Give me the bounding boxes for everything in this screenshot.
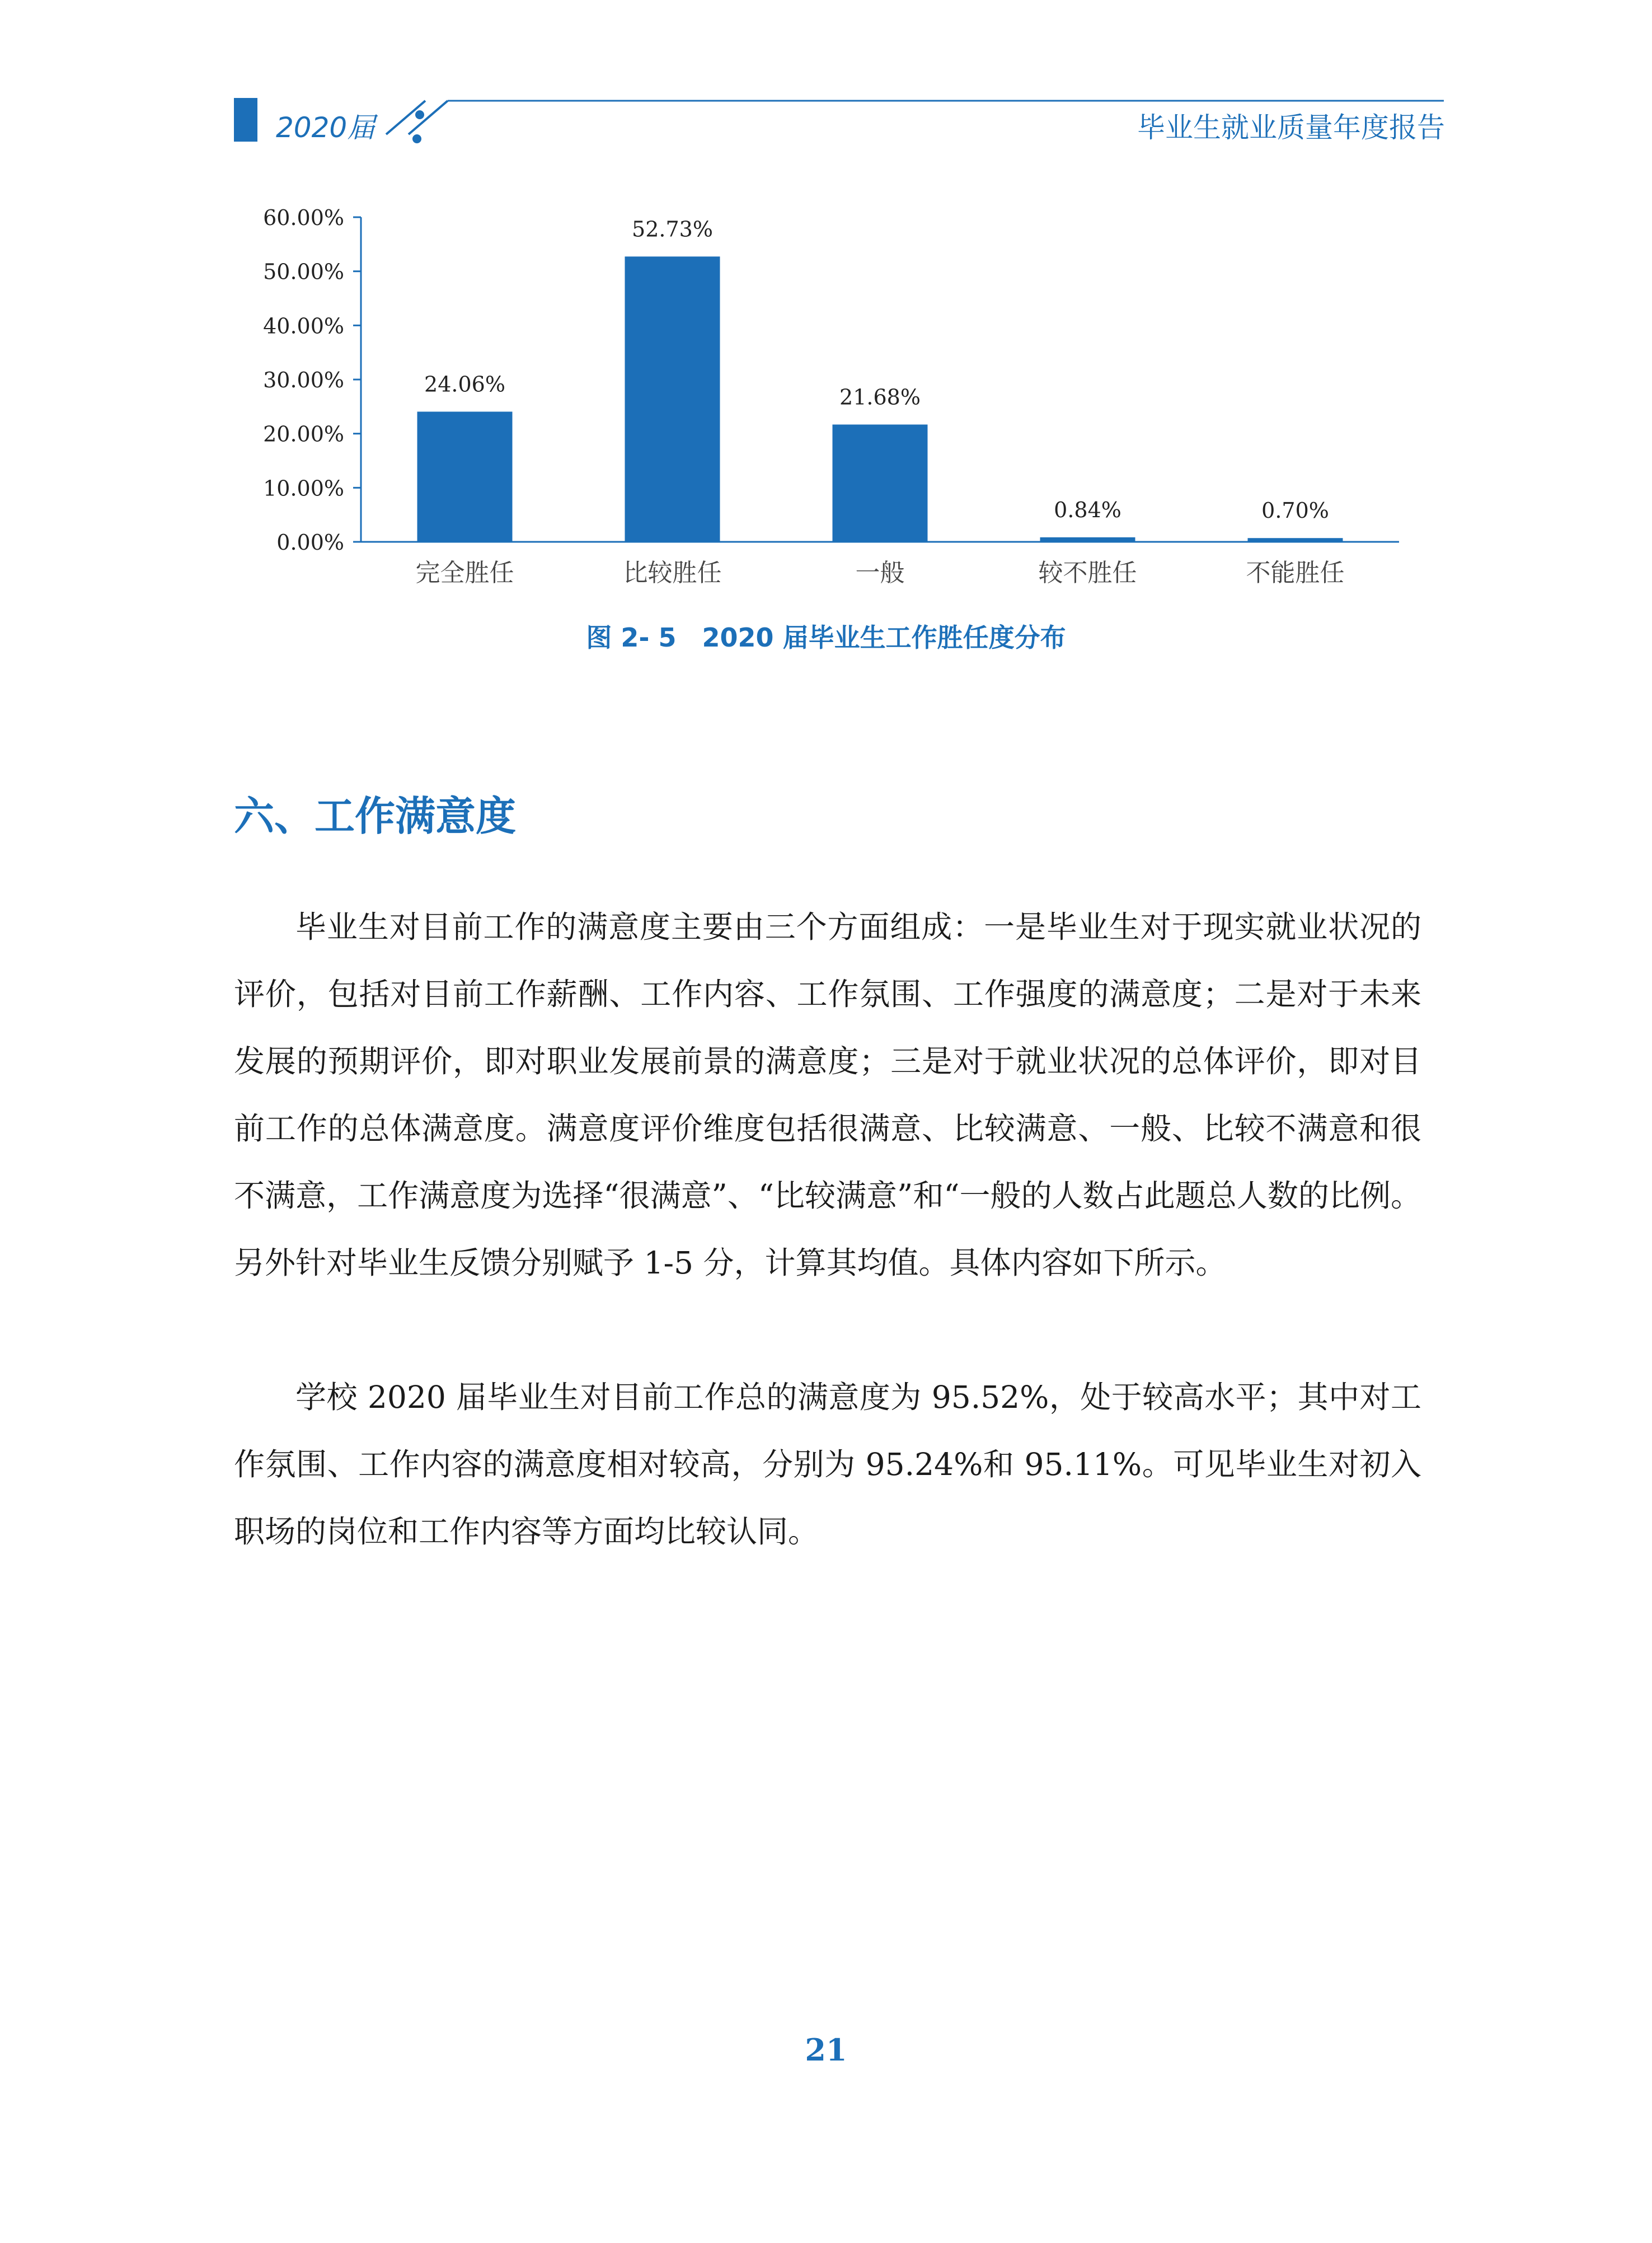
x-category-label: 较不胜任 xyxy=(1038,559,1137,587)
bar-value-label: 0.70% xyxy=(1261,498,1329,523)
competence-bar-chart xyxy=(0,0,1652,605)
y-tick-label: 0.00% xyxy=(276,530,344,555)
header-report-title: 毕业生就业质量年度报告 xyxy=(1137,111,1445,144)
y-tick-label: 30.00% xyxy=(263,368,344,392)
x-category-label: 比较胜任 xyxy=(623,559,722,587)
figure-caption: 图 2- 5 2020 届毕业生工作胜任度分布 xyxy=(586,622,1066,653)
y-tick-label: 50.00% xyxy=(263,259,344,284)
y-tick-label: 10.00% xyxy=(263,476,344,501)
bar xyxy=(625,256,720,542)
bar xyxy=(1248,538,1343,542)
bar xyxy=(833,424,928,542)
bar-value-label: 21.68% xyxy=(839,385,921,410)
page-number: 21 xyxy=(805,2032,847,2068)
section-title: 六、工作满意度 xyxy=(234,793,517,840)
body-paragraph-1: 毕业生对目前工作的满意度主要由三个方面组成：一是毕业生对于现实就业状况的评价，包括对目前工作薪酬、工作内容、工作氛围、工作强度的满意度；二是对于未来发展的预期评价，即对职业发展前景的满意度；三是对于就业状况的总体评价，即对目前工作的总体满意度。满意度评价维度包括很满意、比较满意、一般、比较不满意和很不满意，工作满意度为选择“很满意”、“比较满意”和“一般的人数占此题总人数的比例。另外针对毕业生反馈分别赋予 1-5 分，计算其均值。具体内容如下所示。 xyxy=(234,909,1421,1281)
y-tick-label: 40.00% xyxy=(263,313,344,339)
x-category-label: 完全胜任 xyxy=(415,559,514,587)
header-year-label: 2020届 xyxy=(276,111,376,144)
bar-value-label: 24.06% xyxy=(424,372,505,397)
y-tick-label: 60.00% xyxy=(263,205,344,230)
bar xyxy=(417,411,513,542)
bar-value-label: 0.84% xyxy=(1054,497,1121,522)
x-category-label: 不能胜任 xyxy=(1246,559,1345,587)
y-tick-label: 20.00% xyxy=(263,422,344,447)
bar xyxy=(1040,537,1135,542)
body-paragraph-2: 学校 2020 届毕业生对目前工作总的满意度为 95.52%，处于较高水平；其中对工作氛围、工作内容的满意度相对较高，分别为 95.24%和 95.11%。可见毕业生对初入职场的岗位和工作内容等方面均比较认同。 xyxy=(234,1379,1421,1549)
x-category-label: 一般 xyxy=(855,559,905,587)
bar-value-label: 52.73% xyxy=(632,217,713,242)
